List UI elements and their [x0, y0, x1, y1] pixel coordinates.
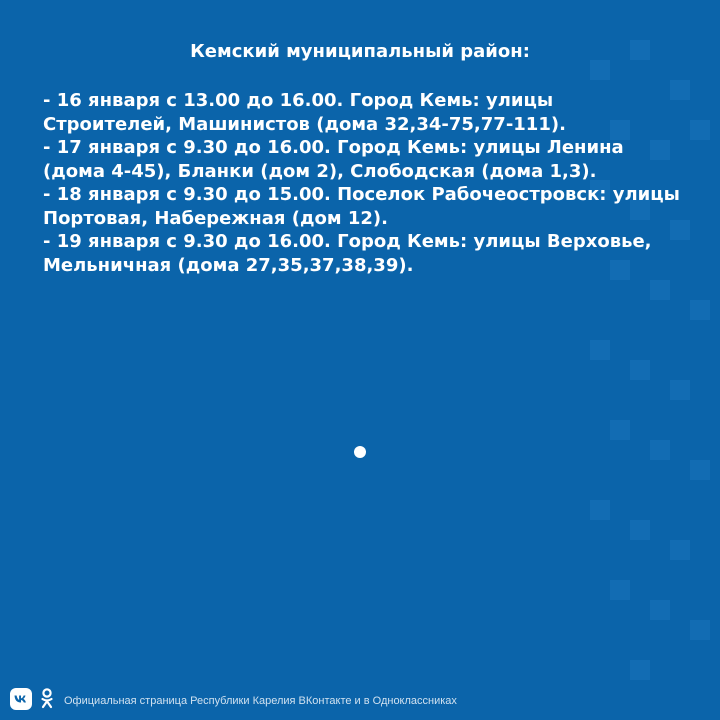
vk-icon[interactable]: [10, 688, 32, 714]
footer-text: Официальная страница Республики Карелия ВКонтакте и в Одноклассниках: [64, 695, 457, 707]
schedule-list: [43, 89, 683, 277]
dot-marker: [354, 446, 366, 458]
list-item: - 18 января с 9.30 до 15.00. Поселок Рабочеостровск: улицы Портовая, Набережная (дом 12).: [43, 184, 680, 229]
list-item: - 16 января с 13.00 до 16.00. Город Кемь: улицы Строителей, Машинистов (дома 32,34-75,77-111).: [43, 90, 566, 135]
odnoklassniki-icon[interactable]: [40, 688, 54, 714]
footer: [10, 688, 457, 714]
list-item: - 17 января с 9.30 до 16.00. Город Кемь: улицы Ленина (дома 4-45), Бланки (дом 2), Слободская (дома 1,3).: [43, 137, 624, 182]
page-title: Кемский муниципальный район:: [190, 41, 530, 62]
list-item: - 19 января с 9.30 до 16.00. Город Кемь: улицы Верховье, Мельничная (дома 27,35,37,38,39).: [43, 231, 652, 276]
